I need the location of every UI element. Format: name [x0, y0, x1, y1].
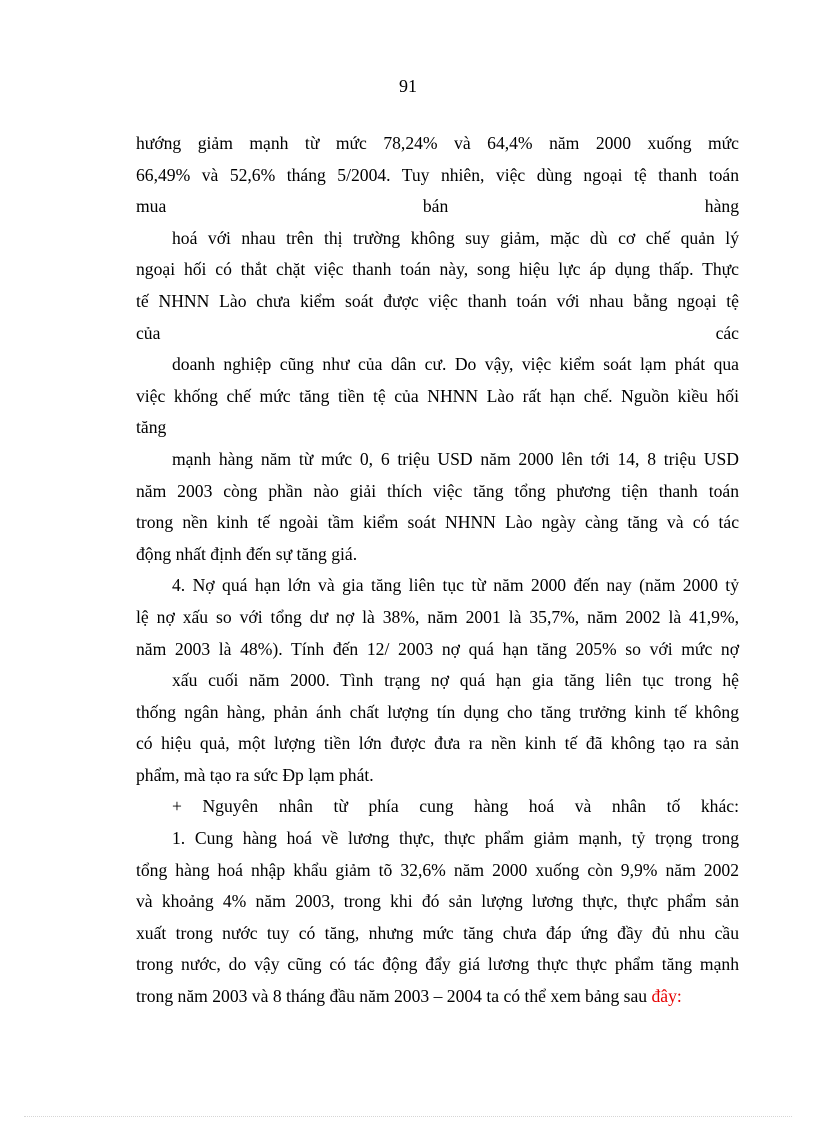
text-line: phẩm, mà tạo ra sức Ðp lạm phát.: [136, 764, 374, 785]
text-line: năm 2003 còng phần nào giải thích việc tăng tổng phương tiện thanh toán: [136, 480, 739, 501]
page-number: 91: [399, 76, 417, 96]
text-line: doanh nghiệp cũng như của dân cư. Do vậy, việc kiểm soát lạm phát qua: [172, 354, 739, 375]
text-line: xấu cuối năm 2000. Tình trạng nợ quá hạn gia tăng liên tục trong hệ: [172, 670, 739, 691]
text-line: thống ngân hàng, phản ánh chất lượng tín dụng cho tăng trưởng kinh tế không: [136, 701, 739, 722]
text-line: 66,49% và 52,6% tháng 5/2004. Tuy nhiên, việc dùng ngoại tệ thanh toán: [136, 164, 739, 185]
text-line: ngoại hối có thắt chặt việc thanh toán này, song hiệu lực áp dụng thấp. Thực: [136, 259, 739, 280]
text-line: hoá với nhau trên thị trường không suy giảm, mặc dù cơ chế quản lý: [172, 227, 739, 248]
text-line-spread: [136, 318, 739, 350]
text-line: mạnh hàng năm từ mức 0, 6 triệu USD năm 2000 lên tới 14, 8 triệu USD: [172, 448, 739, 469]
text-line-last-body: trong năm 2003 và 8 tháng đầu năm 2003 – 2004 ta có thể xem bảng sau: [136, 986, 648, 1007]
text-line: xuất trong nước tuy có tăng, nhưng mức tăng chưa đáp ứng đầy đủ nhu cầu: [136, 922, 739, 943]
text-line: trong nước, do vậy cũng có tác động đẩy giá lương thực thực phẩm tăng mạnh: [136, 954, 739, 975]
page-bottom-divider: [24, 1116, 792, 1117]
text-line: 1. Cung hàng hoá về lương thực, thực phẩm giảm mạnh, tỷ trọng trong: [172, 828, 739, 849]
text-line-spread: [136, 191, 739, 223]
word: của: [136, 322, 161, 343]
text-line: tế NHNN Lào chưa kiểm soát được việc thanh toán với nhau bằng ngoại tệ: [136, 290, 739, 311]
text-line: có hiệu quả, một lượng tiền lớn được đưa ra nền kinh tế đã không tạo ra sản: [136, 733, 739, 754]
text-line: tổng hàng hoá nhập khẩu giảm tõ 32,6% năm 2000 xuống còn 9,9% năm 2002: [136, 859, 739, 880]
text-line: động nhất định đến sự tăng giá.: [136, 543, 358, 564]
highlighted-word: đây:: [651, 986, 682, 1007]
text-line-last: [136, 981, 739, 1013]
text-line: năm 2003 là 48%). Tính đến 12/ 2003 nợ quá hạn tăng 205% so với mức nợ: [136, 638, 739, 659]
word: mua: [136, 196, 167, 217]
word: các: [715, 322, 739, 343]
body-text: [136, 128, 739, 1013]
text-line: và khoảng 4% năm 2003, trong khi đó sản lượng lương thực, thực phẩm sản: [136, 891, 739, 912]
text-line: trong nền kinh tế ngoài tầm kiểm soát NHNN Lào ngày càng tăng và có tác: [136, 512, 739, 533]
text-line: hướng giảm mạnh từ mức 78,24% và 64,4% năm 2000 xuống mức: [136, 133, 739, 153]
text-line: + Nguyên nhân từ phía cung hàng hoá và nhân tố khác:: [172, 796, 739, 817]
text-line: tăng: [136, 417, 167, 438]
word: hàng: [704, 196, 739, 217]
word: bán: [422, 196, 449, 217]
text-line: 4. Nợ quá hạn lớn và gia tăng liên tục từ năm 2000 đến nay (năm 2000 tỷ: [172, 575, 739, 596]
text-line: lệ nợ xấu so với tổng dư nợ là 38%, năm 2001 là 35,7%, năm 2002 là 41,9%,: [136, 606, 739, 627]
text-line: việc khống chế mức tăng tiền tệ của NHNN Lào rất hạn chế. Nguồn kiều hối: [136, 385, 739, 406]
